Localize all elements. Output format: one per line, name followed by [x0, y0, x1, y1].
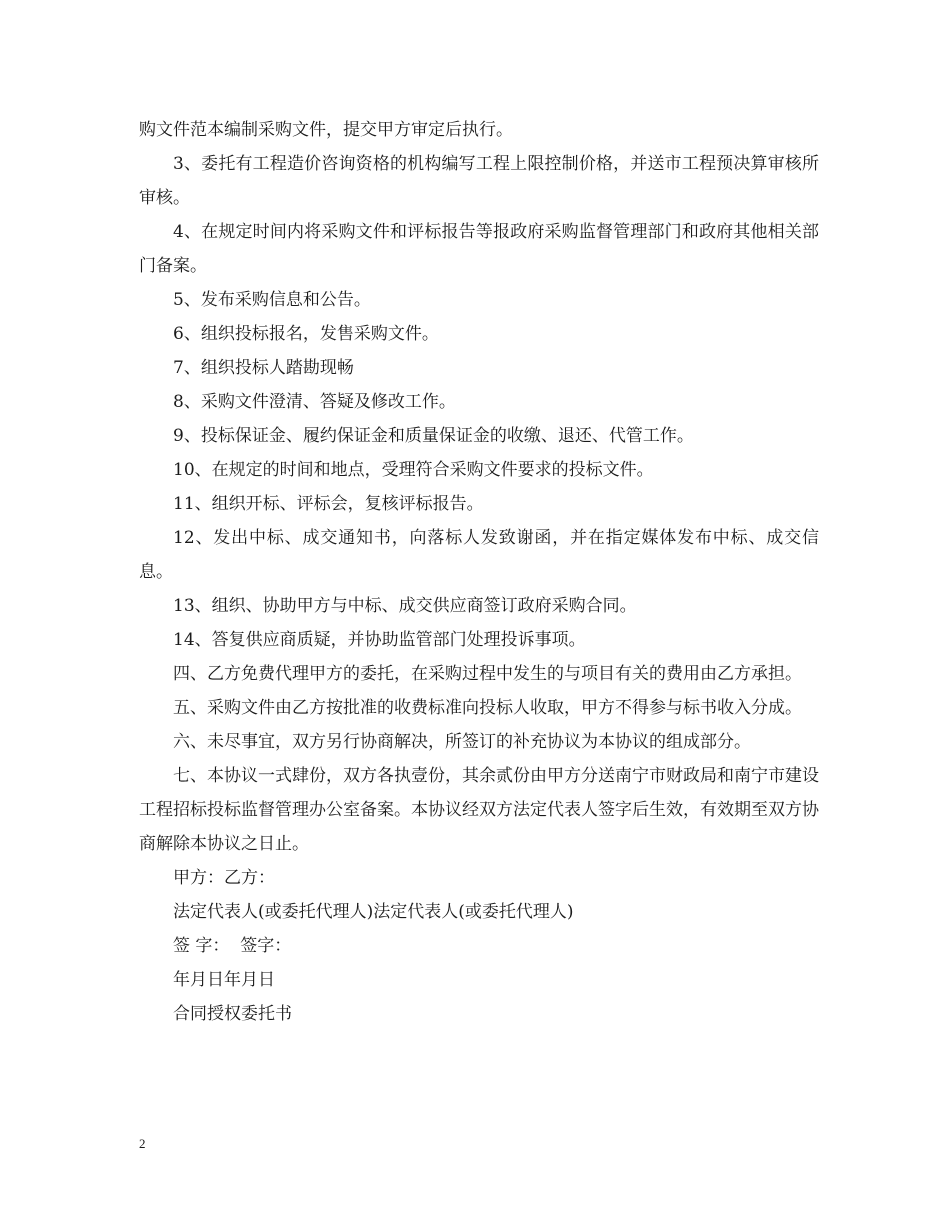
paragraph-clause-4: 四、乙方免费代理甲方的委托，在采购过程中发生的与项目有关的费用由乙方承担。	[173, 664, 802, 684]
paragraph-continuation: 购文件范本编制采购文件，提交甲方审定后执行。	[139, 120, 513, 140]
document-body	[139, 113, 819, 1031]
paragraph-item-3: 3、委托有工程造价咨询资格的机构编写工程上限控制价格，并送市工程预决算审核所审核。	[139, 154, 819, 208]
paragraph-item-4: 4、在规定时间内将采购文件和评标报告等报政府采购监督管理部门和政府其他相关部门备案。	[139, 222, 819, 276]
paragraph-clause-5: 五、采购文件由乙方按批准的收费标准向投标人收取，甲方不得参与标书收入分成。	[173, 698, 802, 718]
signature-date-line: 年月日年月日	[173, 970, 275, 990]
signature-sign-line: 签 字： 签字：	[173, 936, 292, 956]
paragraph-item-13: 13、组织、协助甲方与中标、成交供应商签订政府采购合同。	[173, 596, 637, 616]
paragraph-item-6: 6、组织投标报名，发售采购文件。	[173, 324, 439, 344]
paragraph-item-5: 5、发布采购信息和公告。	[173, 290, 371, 310]
paragraph-item-12: 12、发出中标、成交通知书，向落标人发致谢函，并在指定媒体发布中标、成交信息。	[139, 528, 819, 582]
paragraph-item-7: 7、组织投标人踏勘现畅	[173, 358, 354, 378]
paragraph-item-10: 10、在规定的时间和地点，受理符合采购文件要求的投标文件。	[173, 460, 654, 480]
paragraph-item-9: 9、投标保证金、履约保证金和质量保证金的收缴、退还、代管工作。	[173, 426, 694, 446]
page-number: 2	[139, 1136, 146, 1151]
next-section-heading: 合同授权委托书	[173, 1004, 292, 1024]
paragraph-item-14: 14、答复供应商质疑，并协助监管部门处理投诉事项。	[173, 630, 586, 650]
signature-representatives-line: 法定代表人(或委托代理人)法定代表人(或委托代理人)	[173, 902, 574, 922]
signature-parties-line: 甲方：乙方：	[173, 868, 275, 888]
paragraph-item-11: 11、组织开标、评标会，复核评标报告。	[173, 494, 484, 514]
paragraph-item-8: 8、采购文件澄清、答疑及修改工作。	[173, 392, 456, 412]
paragraph-clause-6: 六、未尽事宜，双方另行协商解决，所签订的补充协议为本协议的组成部分。	[173, 732, 751, 752]
paragraph-clause-7: 七、本协议一式肆份，双方各执壹份，其余贰份由甲方分送南宁市财政局和南宁市建设工程招标投标监督管理办公室备案。本协议经双方法定代表人签字后生效，有效期至双方协商解除本协议之日止。	[139, 766, 819, 854]
